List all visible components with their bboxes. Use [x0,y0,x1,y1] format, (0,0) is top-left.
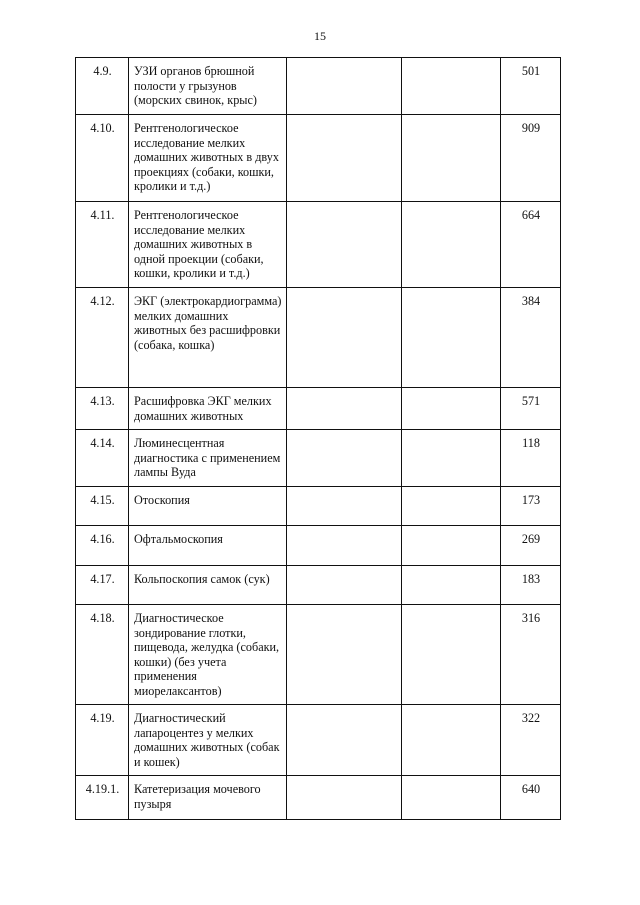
service-name: УЗИ органов брюшной полости у грызунов (морских свинок, крыс) [129,58,287,115]
empty-cell [402,58,501,115]
service-price: 501 [501,58,561,115]
empty-cell [287,430,402,487]
service-price: 118 [501,430,561,487]
table-row [76,776,561,820]
service-name: Офтальмоскопия [129,526,287,566]
service-price: 571 [501,388,561,430]
service-name: Расшифровка ЭКГ мелких домашних животных [129,388,287,430]
table-body [76,58,561,820]
service-price: 173 [501,487,561,526]
empty-cell [402,202,501,288]
row-number: 4.12. [76,288,129,388]
row-number: 4.19. [76,705,129,776]
empty-cell [287,566,402,605]
service-price: 269 [501,526,561,566]
service-name: Рентгенологическое исследование мелких домашних животных в двух проекциях (собаки, кошки, кролики и т.д.) [129,115,287,202]
service-name: Рентгенологическое исследование мелких домашних животных в одной проекции (собаки, кошки, кролики и т.д.) [129,202,287,288]
empty-cell [287,58,402,115]
page-number: 15 [314,29,326,43]
empty-cell [287,705,402,776]
row-number: 4.15. [76,487,129,526]
empty-cell [402,430,501,487]
row-number: 4.9. [76,58,129,115]
empty-cell [402,526,501,566]
empty-cell [287,388,402,430]
service-name: Отоскопия [129,487,287,526]
service-price: 316 [501,605,561,705]
table-row [76,526,561,566]
service-name: Катетеризация мочевого пузыря [129,776,287,820]
service-price: 384 [501,288,561,388]
service-price: 640 [501,776,561,820]
service-name: Диагностическое зондирование глотки, пищевода, желудка (собаки, кошки) (без учета применения миорелаксантов) [129,605,287,705]
service-price: 322 [501,705,561,776]
service-name: Кольпоскопия самок (сук) [129,566,287,605]
empty-cell [402,288,501,388]
empty-cell [402,776,501,820]
empty-cell [402,487,501,526]
empty-cell [402,605,501,705]
table-row [76,430,561,487]
service-name: Диагностический лапароцентез у мелких домашних животных (собак и кошек) [129,705,287,776]
row-number: 4.14. [76,430,129,487]
table-row [76,288,561,388]
empty-cell [287,115,402,202]
row-number: 4.10. [76,115,129,202]
empty-cell [402,566,501,605]
service-price: 183 [501,566,561,605]
empty-cell [287,605,402,705]
table-row [76,115,561,202]
table-row [76,566,561,605]
row-number: 4.18. [76,605,129,705]
empty-cell [402,388,501,430]
table-row [76,202,561,288]
table-row [76,605,561,705]
table-row [76,705,561,776]
table-row [76,487,561,526]
price-table [75,57,561,820]
row-number: 4.16. [76,526,129,566]
table-row [76,388,561,430]
row-number: 4.17. [76,566,129,605]
empty-cell [402,705,501,776]
service-name: Люминесцентная диагностика с применением лампы Вуда [129,430,287,487]
service-price: 909 [501,115,561,202]
empty-cell [402,115,501,202]
service-name: ЭКГ (электрокардиограмма) мелких домашних животных без расшифровки (собака, кошка) [129,288,287,388]
row-number: 4.19.1. [76,776,129,820]
row-number: 4.13. [76,388,129,430]
table-row [76,58,561,115]
empty-cell [287,202,402,288]
service-price: 664 [501,202,561,288]
empty-cell [287,288,402,388]
empty-cell [287,487,402,526]
empty-cell [287,526,402,566]
row-number: 4.11. [76,202,129,288]
empty-cell [287,776,402,820]
